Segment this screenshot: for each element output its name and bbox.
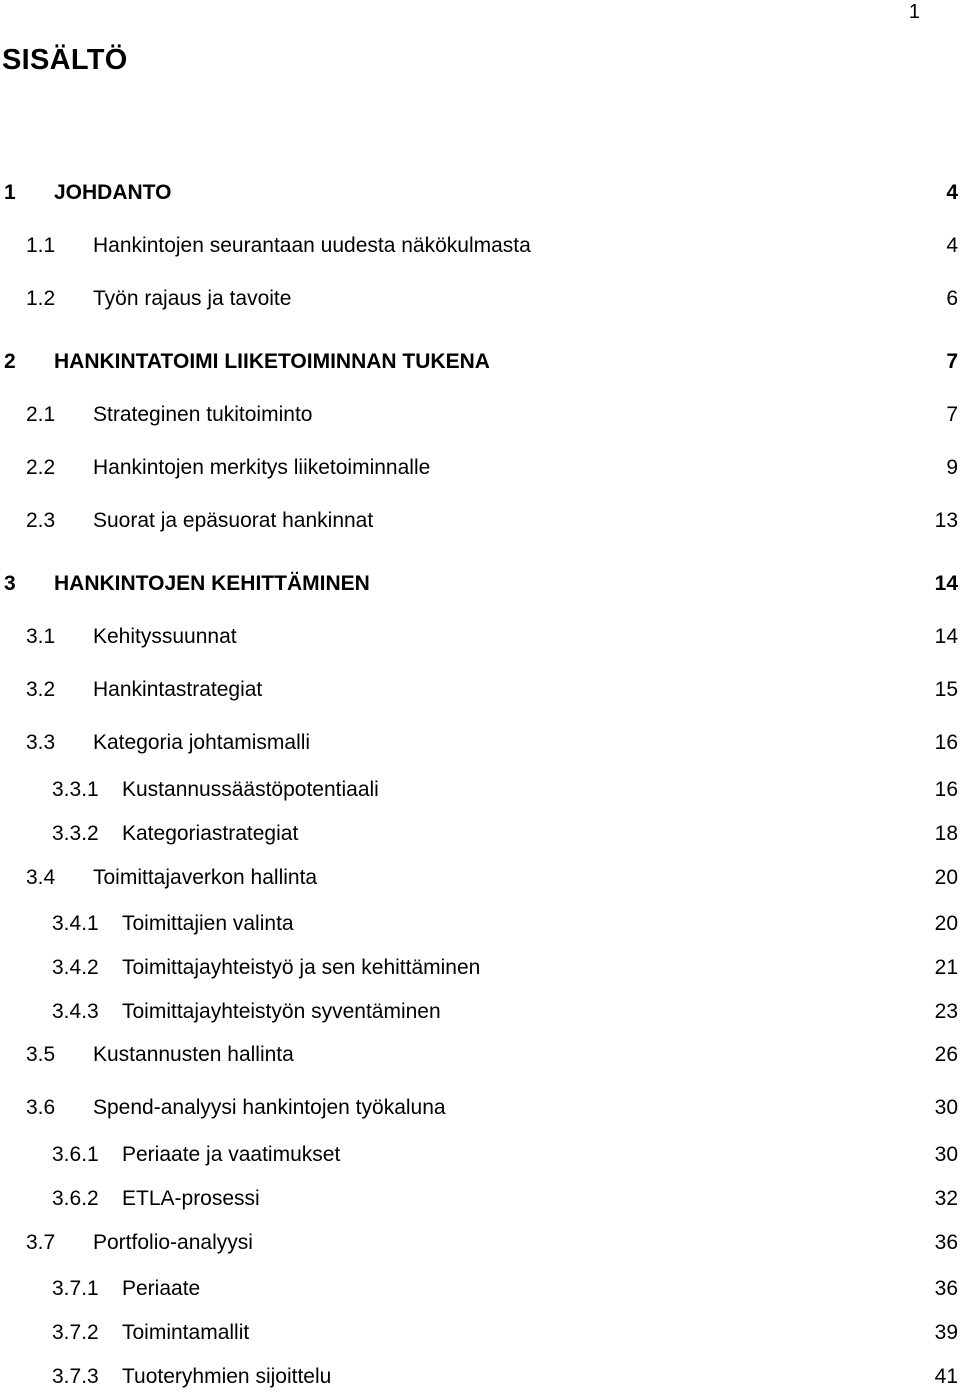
page-number: 1 [908, 1, 920, 23]
toc-entry[interactable] [0, 1187, 960, 1217]
toc-entry-label: Toimittajaverkon hallinta [93, 866, 318, 889]
toc-entry[interactable] [0, 1000, 960, 1030]
toc-entry[interactable] [0, 866, 960, 896]
toc-entry-label: Kategoriastrategiat [122, 822, 299, 845]
toc-entry-number: 3.4 [26, 866, 56, 889]
toc-entry-label: Periaate ja vaatimukset [122, 1143, 341, 1166]
toc-entry[interactable] [0, 678, 960, 708]
toc-entry[interactable] [0, 350, 960, 380]
toc-entry-number: 3.3.2 [52, 822, 99, 845]
toc-entry-page: 15 [934, 678, 958, 701]
toc-entry-label: ETLA-prosessi [122, 1187, 260, 1210]
toc-entry[interactable] [0, 181, 960, 211]
toc-entry-number: 3.6.2 [52, 1187, 99, 1210]
toc-entry-label: Suorat ja epäsuorat hankinnat [93, 509, 374, 532]
toc-entry-page: 39 [934, 1321, 958, 1344]
toc-entry-page: 20 [934, 866, 958, 889]
toc-entry-page: 14 [934, 572, 958, 595]
toc-entry-number: 3.7.1 [52, 1277, 99, 1300]
toc-entry-number: 3.6 [26, 1096, 56, 1119]
toc-entry-number: 3.7.2 [52, 1321, 99, 1344]
toc-entry-label: Hankintastrategiat [93, 678, 263, 701]
toc-entry-label: Hankintojen merkitys liiketoiminnalle [93, 456, 431, 479]
toc-entry-label: Tuoteryhmien sijoittelu [122, 1365, 332, 1388]
toc-entry-number: 3.7.3 [52, 1365, 99, 1388]
toc-entry[interactable] [0, 778, 960, 808]
toc-entry-label: JOHDANTO [54, 181, 172, 204]
toc-entry-page: 13 [934, 509, 958, 532]
toc-entry-number: 3.1 [26, 625, 56, 648]
toc-entry-number: 1.1 [26, 234, 56, 257]
toc-entry-page: 20 [934, 912, 958, 935]
toc-entry-label: Kategoria johtamismalli [93, 731, 311, 754]
toc-entry[interactable] [0, 1231, 960, 1261]
toc-entry[interactable] [0, 403, 960, 433]
toc-entry[interactable] [0, 1143, 960, 1173]
toc-entry-label: Spend-analyysi hankintojen työkaluna [93, 1096, 446, 1119]
toc-entry[interactable] [0, 822, 960, 852]
toc-entry-page: 4 [946, 234, 958, 257]
toc-entry-label: HANKINTATOIMI LIIKETOIMINNAN TUKENA [54, 350, 490, 373]
toc-entry-number: 3.6.1 [52, 1143, 99, 1166]
toc-entry-number: 3.4.2 [52, 956, 99, 979]
toc-entry-page: 7 [946, 350, 958, 373]
toc-entry-number: 2.1 [26, 403, 56, 426]
toc-entry-number: 3.4.3 [52, 1000, 99, 1023]
toc-entry-page: 30 [934, 1096, 958, 1119]
toc-entry-page: 36 [934, 1231, 958, 1254]
toc-entry-number: 3 [4, 572, 16, 595]
toc-entry-page: 9 [946, 456, 958, 479]
toc-entry-page: 6 [946, 287, 958, 310]
toc-entry-label: HANKINTOJEN KEHITTÄMINEN [54, 572, 370, 595]
toc-entry-page: 36 [934, 1277, 958, 1300]
toc-entry-label: Hankintojen seurantaan uudesta näkökulmasta [93, 234, 531, 257]
toc-entry-page: 21 [934, 956, 958, 979]
toc-entry-label: Toimittajayhteistyö ja sen kehittäminen [122, 956, 481, 979]
toc-entry-label: Kustannussäästöpotentiaali [122, 778, 379, 801]
toc-entry-page: 18 [934, 822, 958, 845]
toc-entry-label: Portfolio-analyysi [93, 1231, 253, 1254]
toc-entry[interactable] [0, 456, 960, 486]
toc-entry[interactable] [0, 956, 960, 986]
toc-entry[interactable] [0, 1043, 960, 1073]
toc-entry-page: 23 [934, 1000, 958, 1023]
toc-entry[interactable] [0, 912, 960, 942]
toc-entry-number: 3.5 [26, 1043, 56, 1066]
toc-entry-page: 26 [934, 1043, 958, 1066]
toc-entry-label: Kehityssuunnat [93, 625, 237, 648]
toc-entry-number: 2 [4, 350, 16, 373]
toc-entry[interactable] [0, 1277, 960, 1307]
toc-entry-number: 3.4.1 [52, 912, 99, 935]
toc-entry-number: 2.2 [26, 456, 56, 479]
toc-entry-number: 1 [4, 181, 16, 204]
toc-entry[interactable] [0, 287, 960, 317]
toc-title: SISÄLTÖ [2, 44, 128, 76]
toc-entry-label: Strateginen tukitoiminto [93, 403, 313, 426]
toc-entry-page: 32 [934, 1187, 958, 1210]
toc-entry-number: 3.3.1 [52, 778, 99, 801]
toc-entry-number: 3.3 [26, 731, 56, 754]
toc-entry[interactable] [0, 509, 960, 539]
toc-entry-number: 2.3 [26, 509, 56, 532]
toc-entry[interactable] [0, 234, 960, 264]
toc-entry[interactable] [0, 625, 960, 655]
toc-entry-page: 7 [946, 403, 958, 426]
toc-entry-number: 3.7 [26, 1231, 56, 1254]
toc-entry[interactable] [0, 572, 960, 602]
toc-entry-page: 16 [934, 778, 958, 801]
toc-entry-label: Työn rajaus ja tavoite [93, 287, 292, 310]
toc-entry-number: 3.2 [26, 678, 56, 701]
toc-entry-number: 1.2 [26, 287, 56, 310]
toc-entry-page: 41 [934, 1365, 958, 1388]
toc-entry[interactable] [0, 1096, 960, 1126]
toc-entry-page: 14 [934, 625, 958, 648]
toc-entry-label: Kustannusten hallinta [93, 1043, 294, 1066]
toc-entry[interactable] [0, 731, 960, 761]
toc-entry-page: 4 [946, 181, 958, 204]
toc-entry-label: Toimintamallit [122, 1321, 250, 1344]
toc-entry-page: 30 [934, 1143, 958, 1166]
toc-entry-label: Toimittajayhteistyön syventäminen [122, 1000, 441, 1023]
toc-entry-page: 16 [934, 731, 958, 754]
toc-entry-label: Toimittajien valinta [122, 912, 294, 935]
toc-entry-label: Periaate [122, 1277, 201, 1300]
toc-entry[interactable] [0, 1321, 960, 1351]
